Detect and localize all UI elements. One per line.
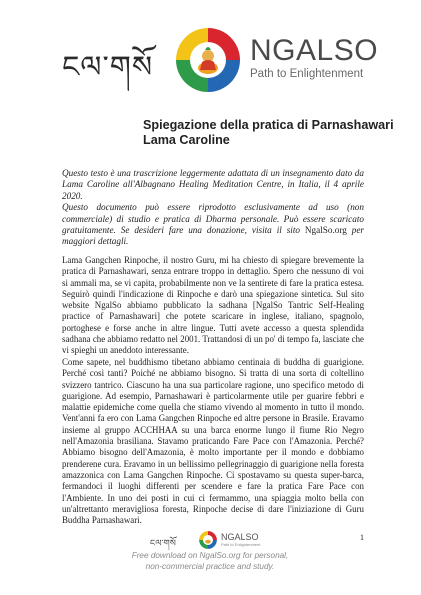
body-paragraph-1	[62, 255, 364, 357]
footer-note-line-2: non-commercial practice and study.	[145, 561, 275, 571]
footer-emblem-icon	[198, 530, 218, 550]
title-line-2: Lama Caroline	[143, 133, 230, 147]
title-line-1: Spiegazione della pratica di Parnashawari	[143, 118, 394, 132]
brand-tagline: Path to Enlightenment	[250, 68, 364, 80]
brand-block	[250, 36, 378, 80]
footer-logo	[150, 530, 271, 552]
body-paragraph-2	[62, 357, 364, 526]
footer-brand-name: NGALSO	[221, 532, 259, 542]
intro-paragraph-2	[62, 202, 364, 248]
header-logo	[0, 22, 421, 94]
page-number: 1	[360, 533, 364, 542]
footer-brand	[221, 533, 260, 547]
paragraph-text: Come sapete, nel buddhismo tibetano abbiamo centinaia di buddha di guarigione. Perché così tanti? Poiché ne abbiamo bisogno. Si tratta di una sorta di coltellino svizzero tantrico. Ciascuno ha una sua particolare ragione, uno specifico metodo di guarigione. Ad esempio, Parnashawari è particolarmente utile per guarire febbri e malattie epidemiche come quella che stiamo vivendo al momento in tutto il mondo. Vent'anni fa ero con Lama Gangchen Rinpoche ed altre persone in Brasile. Eravamo insieme al gruppo ACCHHAA su una barca enorme lungo il fiume Rio Negro nell'Amazonia brasiliana. Stavamo praticando Fare Pace con l'Amazonia. Perché? Abbiamo bisogno dell'Amazonia, è molto importante per il mondo e dobbiamo prenderene cura. Eravamo in un bellissimo pellegrinaggio di guarigione nella foresta amazzonica con Lama Gangchen Rinpoche. Ci spostavamo su questa super-barca, fermandoci il luoghi differenti per scendere e fare la pratica Fare Pace con l'Ambiente. In uno dei posti in cui ci fermammo, una spiaggia molto bella con un'altrettanto meravigliosa foresta, Rinpoche decise di dare l'iniziazione di Guru Buddha Parnashawari.	[62, 357, 364, 526]
intro-text-a: Questo documento può essere riprodotto esclusivamente ad uso (non commerciale) di studio e pratica di Dharma personale. Può essere scaricato gratuitamente. Se desideri fare una donazione, visita il sito	[62, 202, 364, 236]
footer-note-line-1: Free download on NgalSo.org for personal,	[131, 551, 289, 560]
ngalso-emblem-icon	[172, 24, 244, 96]
site-link[interactable]: NgalSo.org	[304, 225, 347, 236]
intro-text-b: per maggiori dettagli.	[62, 225, 365, 247]
intro-block	[62, 168, 364, 248]
footer-brand-tagline: Path to Enlightenment	[221, 542, 261, 547]
intro-paragraph-1: Questo testo è una trascrizione leggermente adattata di un insegnamento dato da Lama Caroline all'Albagnano Healing Meditation Centre, in Italia, il 4 aprile 2020.	[62, 168, 364, 201]
paragraph-text: Lama Gangchen Rinpoche, il nostro Guru, mi ha chiesto di spiegare brevemente la pratica di Parnashawari, senza entrare troppo in dettaglio. Spero che nessuno di voi si ammali ma, se vi capita, probabilmente non ve la sentirete di fare la pratica estesa. Seguirò quindi l'indicazione di Rinpoche e darò una spiegazione sintetica. Sul sito website NgalSo abbiamo pubblicato la sadhana [NgalSo Tantric Self-Healing practice of Parnashawari] che potete scaricare in inglese, italiano, spagnolo, portoghese e forse anche in altre lingue. Tutti avete accesso a questa splendida sadhana che abbiamo redatto nel 2001. Trattandosi di un po' di tempo fa, lasciate che vi spieghi un aneddoto interessante.	[62, 255, 364, 356]
page-title	[143, 118, 394, 148]
tibetan-script: ངལ་གསོ	[62, 50, 154, 85]
brand-name: NGALSO	[250, 34, 379, 67]
footer-tibetan-script: ངལ་གསོ	[150, 539, 176, 549]
footer-note	[110, 551, 310, 572]
